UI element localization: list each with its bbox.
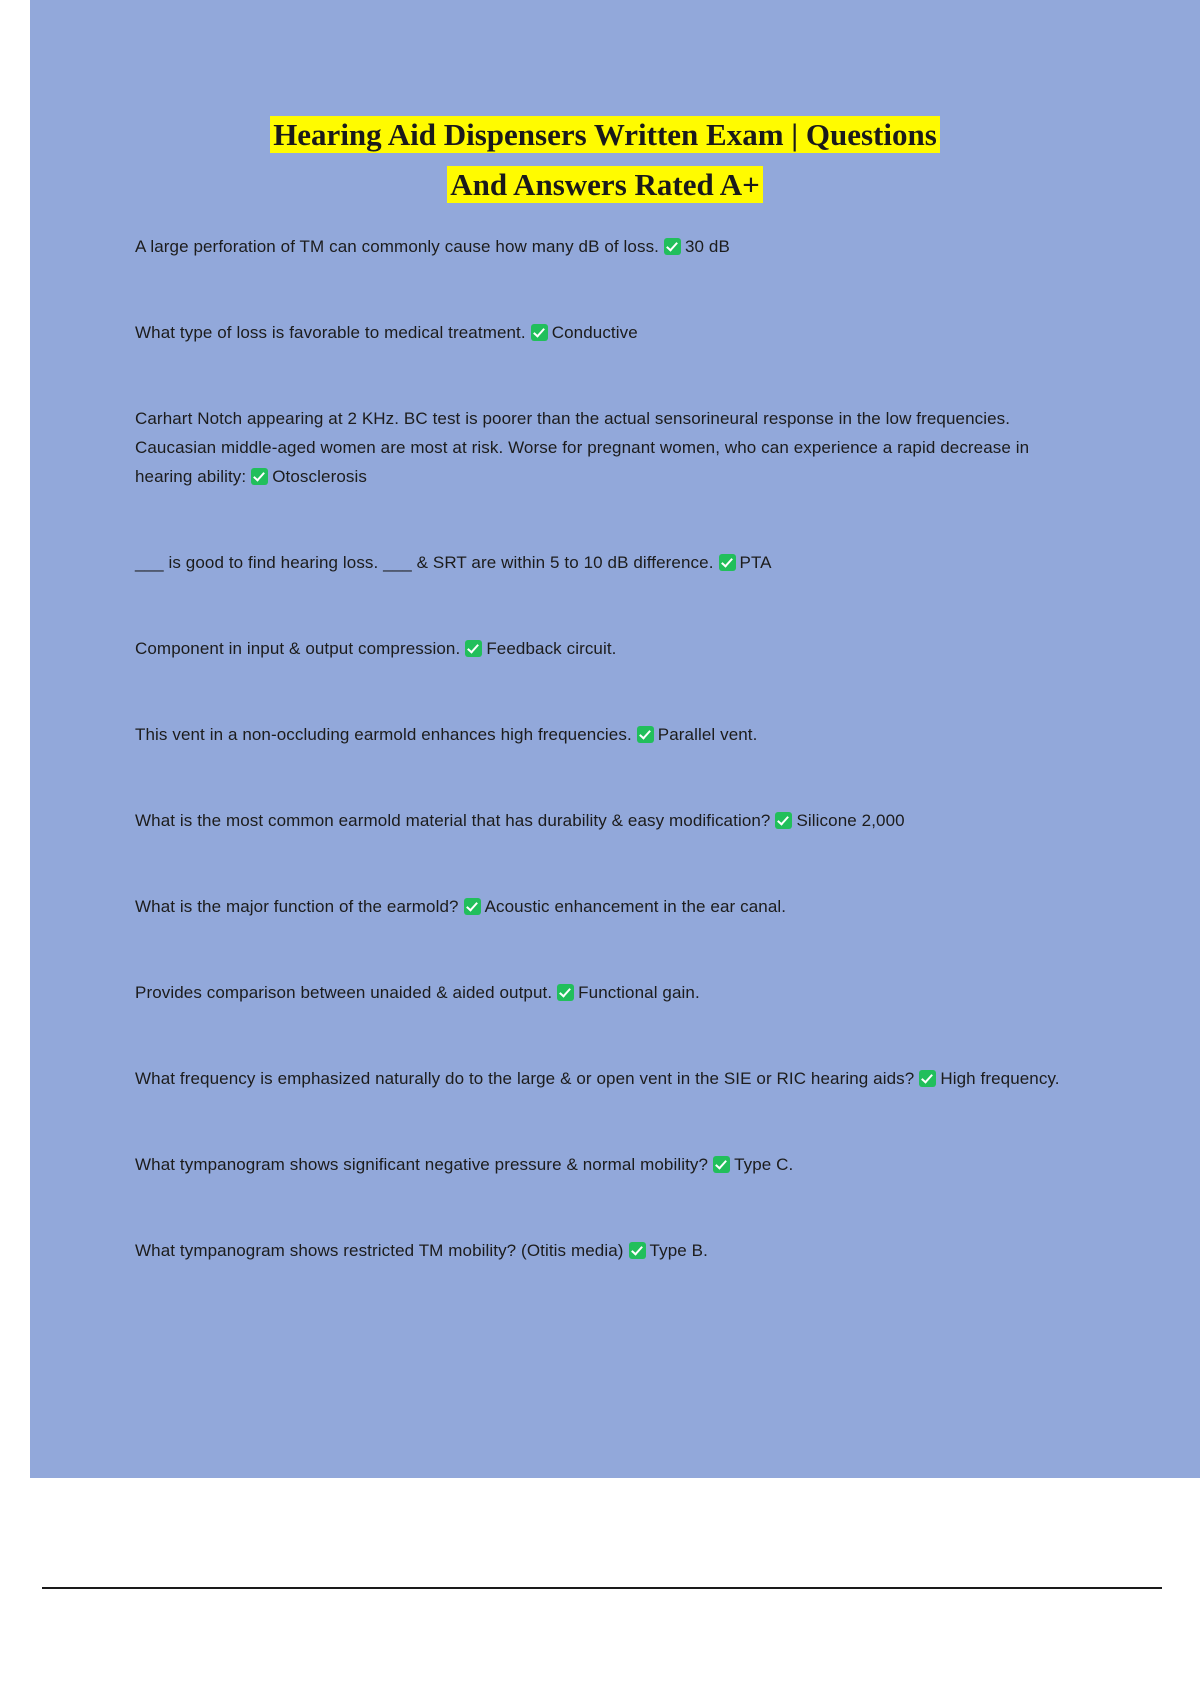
question-text: What tympanogram shows restricted TM mobility? (Otitis media) (135, 1241, 624, 1260)
check-icon (557, 984, 574, 1001)
check-icon (464, 898, 481, 915)
check-icon (629, 1242, 646, 1259)
answer-text: PTA (739, 553, 772, 572)
check-icon (465, 640, 482, 657)
qa-item (135, 720, 1075, 749)
qa-item (135, 404, 1075, 491)
answer-text: Type C. (734, 1155, 794, 1174)
qa-item (135, 1150, 1075, 1179)
check-icon (713, 1156, 730, 1173)
answer-text: Type B. (649, 1241, 708, 1260)
question-text: Provides comparison between unaided & aided output. (135, 983, 553, 1002)
check-icon (775, 812, 792, 829)
qa-item (135, 634, 1075, 663)
question-text: Carhart Notch appearing at 2 KHz. BC test is poorer than the actual sensorineural response in the low frequencies. Caucasian middle-aged women are most at risk. Worse for pregnant women, who can experience a rapid decrease in hearing ability: (135, 409, 1030, 486)
document-content (135, 110, 1075, 1322)
page-title-line-1: Hearing Aid Dispensers Written Exam | Questions (270, 116, 940, 153)
answer-text: Feedback circuit. (486, 639, 617, 658)
question-text: What is the major function of the earmold? (135, 897, 459, 916)
answer-text: Functional gain. (578, 983, 700, 1002)
answer-text: High frequency. (940, 1069, 1060, 1088)
page-title-line-2: And Answers Rated A+ (447, 166, 763, 203)
question-text: What frequency is emphasized naturally do to the large & or open vent in the SIE or RIC hearing aids? (135, 1069, 915, 1088)
footer-divider (42, 1587, 1162, 1589)
answer-text: Otosclerosis (272, 467, 367, 486)
qa-item (135, 548, 1075, 577)
question-text: What is the most common earmold material that has durability & easy modification? (135, 811, 771, 830)
check-icon (719, 554, 736, 571)
qa-item (135, 1236, 1075, 1265)
answer-text: Parallel vent. (657, 725, 758, 744)
qa-item (135, 892, 1075, 921)
question-text: ___ is good to find hearing loss. ___ & SRT are within 5 to 10 dB difference. (135, 553, 714, 572)
page-title (135, 110, 1075, 210)
question-text: What type of loss is favorable to medical treatment. (135, 323, 526, 342)
answer-text: 30 dB (685, 237, 730, 256)
qa-item (135, 1064, 1075, 1093)
answer-text: Silicone 2,000 (796, 811, 905, 830)
qa-item (135, 232, 1075, 261)
document-sheet (30, 0, 1200, 1478)
check-icon (637, 726, 654, 743)
footer-area (0, 1478, 1200, 1700)
check-icon (664, 238, 681, 255)
check-icon (919, 1070, 936, 1087)
check-icon (251, 468, 268, 485)
answer-text: Conductive (551, 323, 638, 342)
question-text: This vent in a non-occluding earmold enhances high frequencies. (135, 725, 632, 744)
question-text: What tympanogram shows significant negative pressure & normal mobility? (135, 1155, 709, 1174)
answer-text: Acoustic enhancement in the ear canal. (484, 897, 787, 916)
qa-list (135, 232, 1075, 1265)
qa-item (135, 806, 1075, 835)
qa-item (135, 318, 1075, 347)
check-icon (531, 324, 548, 341)
qa-item (135, 978, 1075, 1007)
question-text: A large perforation of TM can commonly cause how many dB of loss. (135, 237, 659, 256)
question-text: Component in input & output compression. (135, 639, 461, 658)
